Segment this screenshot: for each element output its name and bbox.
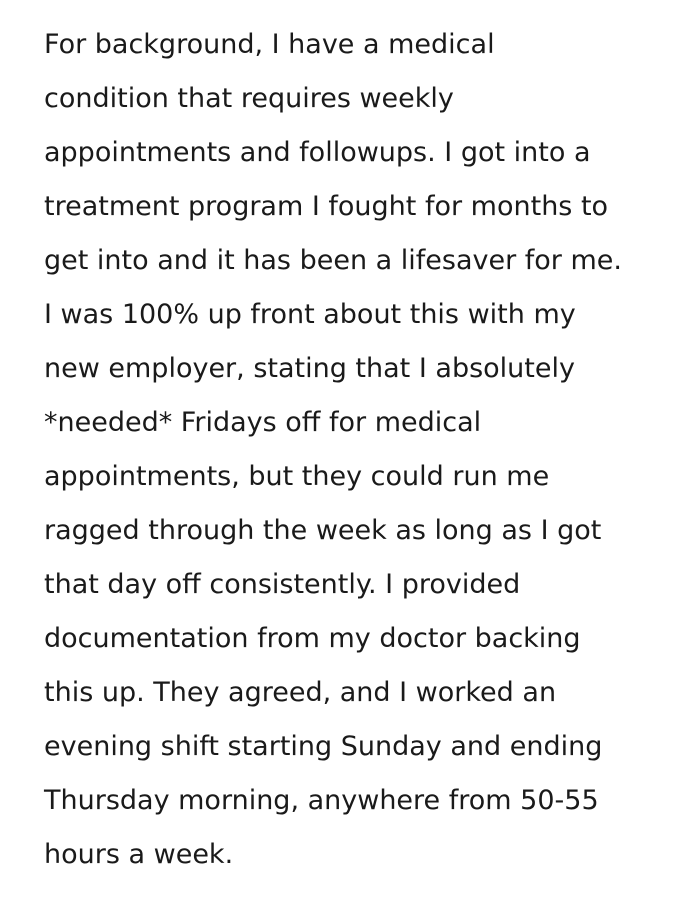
story-paragraph xyxy=(44,18,684,882)
story-line: that day off consistently. I provided xyxy=(44,569,521,600)
story-line: I was 100% up front about this with my xyxy=(44,299,576,330)
story-line: appointments, but they could run me xyxy=(44,461,550,492)
story-line: evening shift starting Sunday and ending xyxy=(44,731,603,762)
story-line: new employer, stating that I absolutely xyxy=(44,353,575,384)
story-line: condition that requires weekly xyxy=(44,83,454,114)
story-line: ragged through the week as long as I got xyxy=(44,515,602,546)
story-line: *needed* Fridays off for medical xyxy=(44,407,482,438)
story-line: hours a week. xyxy=(44,839,234,870)
story-line: this up. They agreed, and I worked an xyxy=(44,677,557,708)
story-line: For background, I have a medical xyxy=(44,29,495,60)
story-line: treatment program I fought for months to xyxy=(44,191,609,222)
story-line: Thursday morning, anywhere from 50-55 xyxy=(44,785,599,816)
story-line: appointments and followups. I got into a xyxy=(44,137,591,168)
story-line: get into and it has been a lifesaver for me. xyxy=(44,245,622,276)
story-line: documentation from my doctor backing xyxy=(44,623,581,654)
